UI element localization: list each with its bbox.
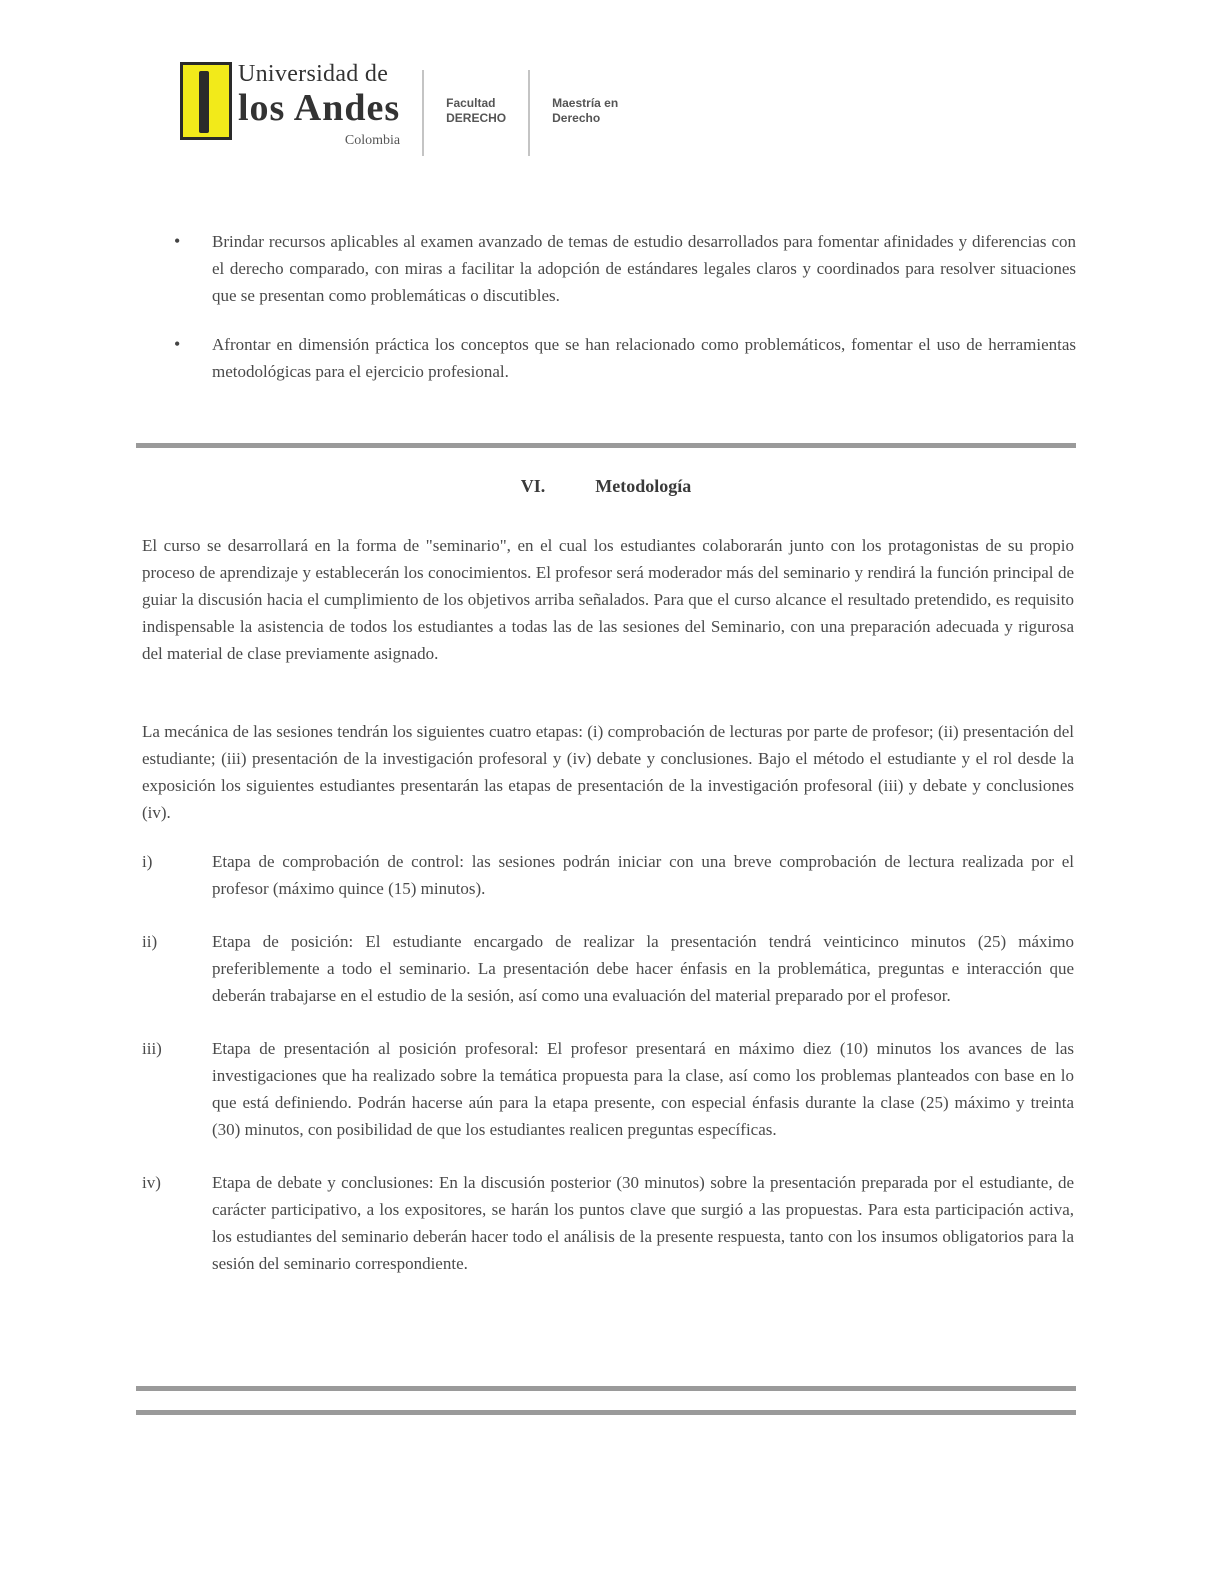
faculty-block xyxy=(446,96,506,126)
objectives-list xyxy=(174,228,1076,407)
faculty-line1: Facultad xyxy=(446,96,496,110)
logo-line2: los Andes xyxy=(238,87,401,129)
item-text: Etapa de posición: El estudiante encargado de realizar la presentación tendrá veinticinco minutos (25) máximo preferiblemente a todo el seminario. La presentación debe hacer énfasis en la problemática, preguntas e interacción que deberán trabajarse en el estudio de la sesión, así como una evaluación del material preparado por el profesor. xyxy=(212,932,1074,1005)
list-item xyxy=(174,331,1076,385)
list-item xyxy=(174,228,1076,309)
list-item xyxy=(142,928,1074,1009)
page-header xyxy=(180,60,618,160)
item-number: iv) xyxy=(142,1173,161,1192)
paragraph: La mecánica de las sesiones tendrán los siguientes cuatro etapas: (i) comprobación de lecturas por parte de profesor; (ii) presentación del estudiante; (iii) presentación de la investigación profesoral y (iv) debate y conclusiones. Bajo el método el estudiante y el rol desde la exposición los siguientes estudiantes presentarán las etapas de presentación de la investigación profesoral (iii) y debate y conclusiones (iv). xyxy=(142,722,1074,822)
section-divider xyxy=(136,1386,1076,1391)
bullet-text: Brindar recursos aplicables al examen avanzado de temas de estudio desarrollados para fomentar afinidades y diferencias con el derecho comparado, con miras a facilitar la adopción de estándares legales claros y coordinados para resolver situaciones que se presentan como problemáticas o discutibles. xyxy=(212,232,1076,305)
section-number: VI. xyxy=(520,476,546,496)
section-divider xyxy=(136,443,1076,448)
program-block xyxy=(552,96,618,126)
faculty-line2: DERECHO xyxy=(446,111,507,125)
list-item xyxy=(142,1169,1074,1277)
logo-line3: Colombia xyxy=(344,133,401,148)
section-divider xyxy=(136,1410,1076,1415)
item-text: Etapa de presentación al posición profesoral: El profesor presentará en máximo diez (10) minutos los avances de las investigaciones que ha realizado sobre la temática propuesta para la clase, así como los problemas planteados con base en lo que está definiendo. Podrán hacerse aún para la etapa presente, con especial énfasis durante la clase (25) máximo y treinta (30) minutos, con posibilidad de que los estudiantes realicen preguntas específicas. xyxy=(212,1039,1074,1139)
program-line2: Derecho xyxy=(552,111,601,125)
list-item xyxy=(142,848,1074,902)
program-line1: Maestría en xyxy=(552,96,619,110)
item-text: Etapa de debate y conclusiones: En la discusión posterior (30 minutos) sobre la presentación preparada por el estudiante, de carácter participativo, a los expositores, se harán los puntos clave que surgió a las propuestas. Para esta participación activa, los estudiantes del seminario deberán hacer todo el análisis de la presente respuesta, tanto con los insumos obligatorios para la sesión del seminario correspondiente. xyxy=(212,1173,1074,1273)
university-emblem-icon xyxy=(180,62,232,140)
paragraph: El curso se desarrollará en la forma de "seminario", en el cual los estudiantes colaborarán junto con los protagonistas de su propio proceso de aprendizaje y establecerán los conocimientos. El profesor será moderador más del seminario y rendirá la función principal de guiar la discusión hacia el cumplimiento de los objetivos arriba señalados. Para que el curso alcance el resultado pretendido, es requisito indispensable la asistencia de todos los estudiantes a todas las de las sesiones del Seminario, con una preparación adecuada y rigurosa del material de clase previamente asignado. xyxy=(142,536,1074,663)
item-text: Etapa de comprobación de control: las sesiones podrán iniciar con una breve comprobación de lectura realizada por el profesor (máximo quince (15) minutos). xyxy=(212,852,1074,898)
university-logo xyxy=(180,60,400,150)
item-number: i) xyxy=(142,852,153,871)
bullet-icon: • xyxy=(174,334,181,354)
stages-list xyxy=(142,848,1074,1303)
list-item xyxy=(142,1035,1074,1143)
logo-line1: Universidad de xyxy=(238,61,389,87)
section-title: Metodología xyxy=(595,476,692,496)
item-number: iii) xyxy=(142,1039,162,1058)
header-divider xyxy=(422,70,424,156)
item-number: ii) xyxy=(142,932,158,951)
logo-text xyxy=(238,60,400,150)
header-divider xyxy=(528,70,530,156)
bullet-icon: • xyxy=(174,231,181,251)
section-heading xyxy=(136,476,1076,497)
bullet-text: Afrontar en dimensión práctica los conceptos que se han relacionado como problemáticos, fomentar el uso de herramientas metodológicas para el ejercicio profesional. xyxy=(212,335,1076,381)
